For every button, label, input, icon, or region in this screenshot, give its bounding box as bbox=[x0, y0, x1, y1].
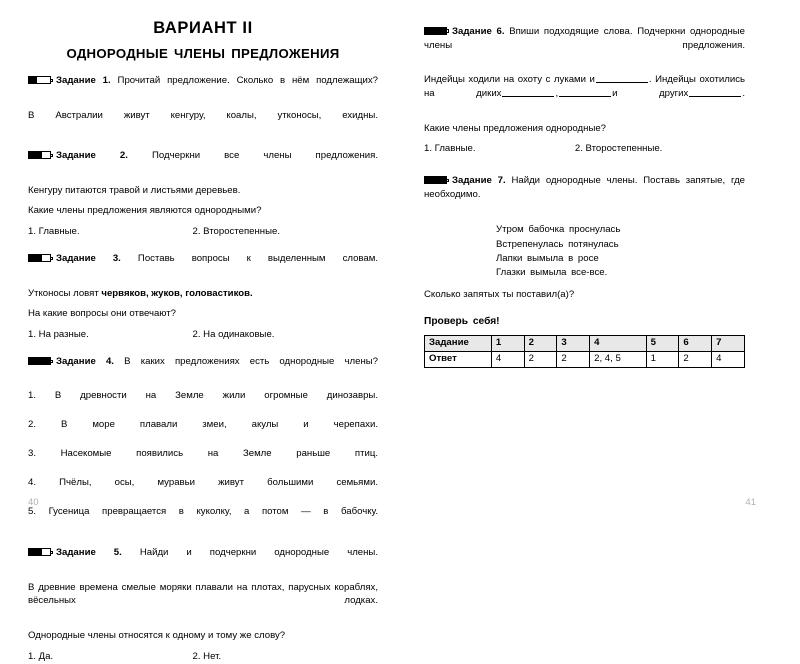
difficulty-battery-icon bbox=[28, 254, 51, 262]
list-item[interactable]: 2. В море плавали змеи, акулы и черепахи. bbox=[28, 419, 378, 431]
page-number-right: 41 bbox=[745, 497, 756, 508]
task-6-prompt: Впиши подходящие слова. Подчеркни однородные члены предложения. bbox=[424, 26, 746, 51]
topic-title: ОДНОРОДНЫЕ ЧЛЕНЫ ПРЕДЛОЖЕНИЯ bbox=[66, 46, 340, 62]
task-5-label: Задание 5. bbox=[56, 547, 122, 559]
task-3-option-2[interactable]: 2. На одинаковые. bbox=[192, 329, 275, 341]
task-7 bbox=[424, 174, 745, 301]
task-3-sentence-bold: червяков, жуков, головастиков. bbox=[101, 287, 253, 299]
list-item[interactable]: 5. Гусеница превращается в куколку, а потом — в бабочку. bbox=[28, 505, 378, 517]
fill-blank-1[interactable] bbox=[596, 73, 648, 83]
task-6-option-2[interactable]: 2. Второстепенные. bbox=[574, 143, 663, 155]
task-1-prompt: Прочитай предложение. Сколько в нём подлежащих? bbox=[117, 75, 378, 87]
poem-line: Лапки вымыла в росе bbox=[496, 252, 599, 264]
task-7-prompt: Найди однородные члены. Поставь запятые, где необходимо. bbox=[424, 175, 746, 200]
fill-text-3: , bbox=[555, 87, 559, 99]
list-item[interactable]: 1. В древности на Земле жили огромные динозавры. bbox=[28, 390, 378, 402]
difficulty-battery-icon bbox=[28, 357, 51, 365]
task-1-head bbox=[28, 74, 378, 101]
task-3-sentence bbox=[28, 287, 378, 301]
task-6-fill-sentence bbox=[424, 73, 745, 115]
table-answer-5: 1 bbox=[646, 351, 679, 367]
answer-table bbox=[424, 335, 745, 368]
table-row-header bbox=[425, 335, 745, 351]
task-5-option-1[interactable]: 1. Да. bbox=[28, 651, 54, 663]
fill-text-4: и других bbox=[612, 87, 689, 99]
right-column bbox=[400, 14, 800, 520]
table-header-task-4: 4 bbox=[590, 335, 646, 351]
task-2-question: Какие члены предложения являются однородными? bbox=[28, 205, 262, 217]
task-3-prompt: Поставь вопросы к выделенным словам. bbox=[137, 253, 379, 265]
self-check-title: Проверь себя! bbox=[424, 315, 500, 327]
task-2-sentence: Кенгуру питаются травой и листьями деревьев. bbox=[28, 184, 241, 196]
task-7-poem bbox=[424, 223, 745, 281]
task-2-prompt: Подчеркни все члены предложения. bbox=[151, 150, 379, 162]
table-answer-3: 2 bbox=[557, 351, 590, 367]
left-column bbox=[0, 14, 400, 663]
task-1-label: Задание 1. bbox=[56, 75, 111, 87]
table-row-answers bbox=[425, 351, 745, 367]
task-6-question: Какие члены предложения однородные? bbox=[424, 122, 607, 134]
task-1-sentence: В Австралии живут кенгуру, коалы, утконосы, ехидны. bbox=[28, 109, 378, 121]
task-2-option-1[interactable]: 1. Главные. bbox=[28, 226, 80, 238]
task-3-sentence-plain: Утконосы ловят bbox=[28, 287, 102, 299]
task-7-head bbox=[424, 174, 745, 215]
task-5-head bbox=[28, 546, 378, 573]
task-5-question: Однородные члены относятся к одному и тому же слову? bbox=[28, 630, 286, 642]
task-4 bbox=[28, 355, 378, 533]
table-header-task-1: 1 bbox=[491, 335, 524, 351]
fill-text-2: . Индейцы охотились на диких bbox=[424, 73, 745, 99]
task-3-label: Задание 3. bbox=[56, 253, 121, 265]
task-4-items bbox=[28, 389, 378, 533]
task-4-label: Задание 4. bbox=[56, 356, 114, 368]
difficulty-battery-icon bbox=[28, 151, 51, 159]
task-3-question: На какие вопросы они отвечают? bbox=[28, 308, 177, 320]
fill-text-1: Индейцы ходили на охоту с луками и bbox=[424, 73, 595, 85]
task-6-head bbox=[424, 25, 745, 66]
task-6 bbox=[424, 25, 745, 156]
table-answer-1: 4 bbox=[491, 351, 524, 367]
task-5-sentence: В древние времена смелые моряки плавали на плотах, парусных кораблях, вёсельных лодках. bbox=[28, 581, 378, 607]
fill-text-5: . bbox=[742, 87, 745, 99]
variant-title: ВАРИАНТ II bbox=[153, 19, 253, 37]
task-4-prompt: В каких предложениях есть однородные члены? bbox=[124, 356, 378, 368]
task-6-label: Задание 6. bbox=[452, 26, 505, 37]
table-answer-4: 2, 4, 5 bbox=[590, 351, 646, 367]
task-2-label: Задание 2. bbox=[56, 150, 128, 162]
difficulty-battery-icon bbox=[28, 76, 51, 84]
fill-blank-3[interactable] bbox=[559, 87, 611, 97]
task-3-head bbox=[28, 252, 378, 279]
page-number-left: 40 bbox=[28, 497, 39, 508]
table-answer-label: Ответ bbox=[425, 351, 492, 367]
table-answer-6: 2 bbox=[679, 351, 712, 367]
task-5 bbox=[28, 546, 378, 664]
task-2 bbox=[28, 149, 378, 239]
task-1 bbox=[28, 74, 378, 136]
poem-line: Утром бабочка проснулась bbox=[496, 224, 621, 236]
task-5-options bbox=[28, 650, 378, 664]
task-5-prompt: Найди и подчеркни однородные члены. bbox=[139, 547, 378, 559]
table-header-task-3: 3 bbox=[557, 335, 590, 351]
task-4-head bbox=[28, 355, 378, 382]
poem-line: Встрепенулась потянулась bbox=[496, 238, 619, 250]
task-3-option-1[interactable]: 1. На разные. bbox=[28, 329, 89, 341]
table-header-task-7: 7 bbox=[712, 335, 745, 351]
task-2-options bbox=[28, 225, 378, 239]
task-6-option-1[interactable]: 1. Главные. bbox=[424, 143, 476, 155]
poem-line: Глазки вымыла все-все. bbox=[496, 267, 608, 279]
task-5-option-2[interactable]: 2. Нет. bbox=[192, 651, 222, 663]
list-item[interactable]: 4. Пчёлы, осы, муравьи живут большими семьями. bbox=[28, 476, 378, 488]
list-item[interactable]: 3. Насекомые появились на Земле раньше птиц. bbox=[28, 448, 378, 459]
table-answer-2: 2 bbox=[524, 351, 557, 367]
fill-blank-4[interactable] bbox=[689, 87, 741, 97]
table-header-task-6: 6 bbox=[679, 335, 712, 351]
task-3-options bbox=[28, 328, 378, 342]
task-7-question: Сколько запятых ты поставил(а)? bbox=[424, 288, 575, 300]
difficulty-battery-icon bbox=[424, 27, 447, 35]
difficulty-battery-icon bbox=[424, 176, 447, 184]
task-3 bbox=[28, 252, 378, 342]
task-6-options bbox=[424, 142, 745, 156]
difficulty-battery-icon bbox=[28, 548, 51, 556]
fill-blank-2[interactable] bbox=[502, 87, 554, 97]
task-7-label: Задание 7. bbox=[452, 175, 506, 187]
table-header-task-2: 2 bbox=[524, 335, 557, 351]
table-answer-7: 4 bbox=[712, 351, 745, 367]
task-2-option-2[interactable]: 2. Второстепенные. bbox=[192, 226, 280, 238]
table-header-task-5: 5 bbox=[646, 335, 679, 351]
task-2-head bbox=[28, 149, 378, 176]
table-header-label: Задание bbox=[425, 335, 492, 351]
